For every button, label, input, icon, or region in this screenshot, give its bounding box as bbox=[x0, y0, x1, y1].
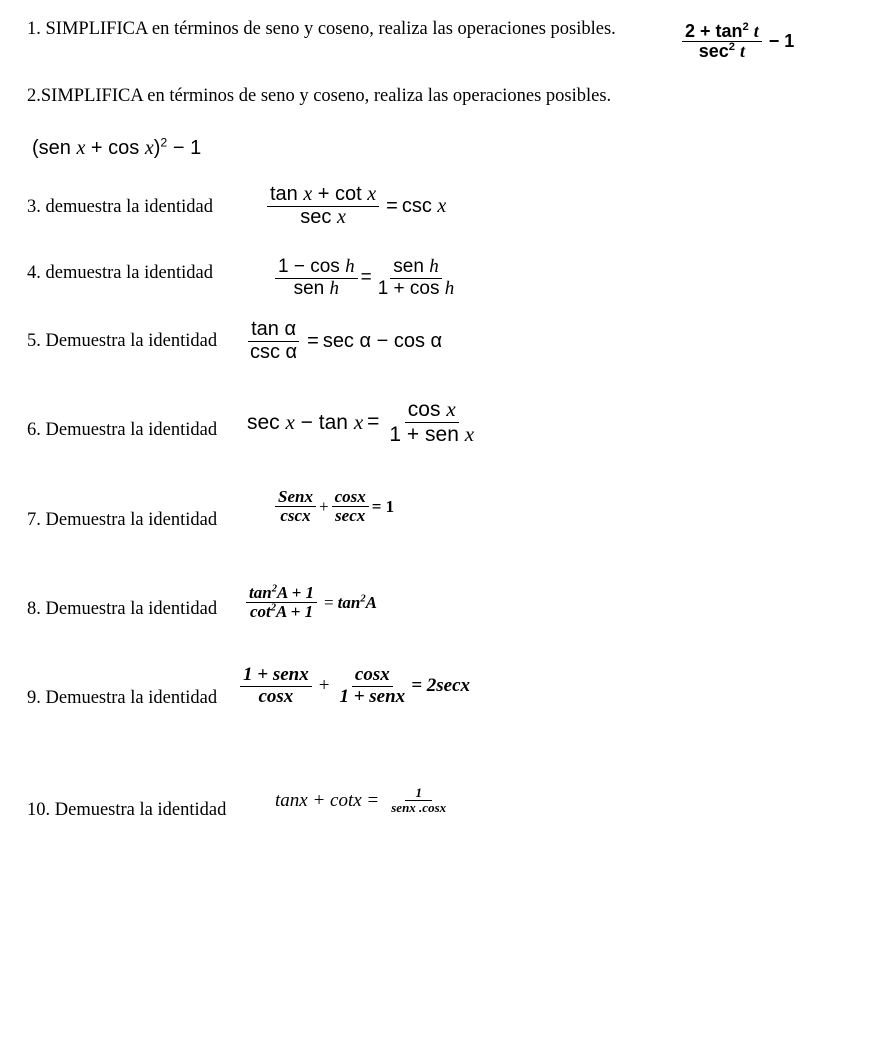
denominator: $\sec^2 t$ bbox=[698, 41, 746, 62]
numerator: 1 + senx bbox=[240, 665, 312, 687]
right-hand-side: sec α − cos α bbox=[322, 329, 443, 352]
numerator: tan α bbox=[248, 319, 299, 342]
equals-sign: = bbox=[360, 267, 372, 289]
denominator: csc α bbox=[250, 340, 298, 363]
numerator: 1 − cos h bbox=[275, 257, 358, 279]
right-hand-side: = 2secx bbox=[411, 675, 471, 697]
denominator: 1 + senx bbox=[339, 685, 406, 707]
left-hand-side: tanx + cotx = bbox=[275, 789, 380, 811]
problem-10-label: 10. Demuestra la identidad bbox=[27, 800, 227, 820]
numerator: sen h bbox=[390, 257, 441, 279]
problem-3-expression bbox=[264, 184, 446, 228]
denominator: $\cot^2A + 1$ bbox=[249, 602, 314, 622]
problem-4-label: 4. demuestra la identidad bbox=[27, 263, 213, 283]
problem-6-expression bbox=[247, 398, 480, 446]
equals-one: = 1 bbox=[371, 496, 395, 516]
right-hand-side: csc x bbox=[401, 194, 447, 217]
problem-7-expression bbox=[272, 488, 394, 526]
numerator: cosx bbox=[352, 665, 393, 687]
left-hand-side: sec x − tan x bbox=[247, 409, 364, 434]
problem-5-expression bbox=[244, 319, 442, 363]
right-fraction bbox=[375, 257, 458, 299]
numerator: cos x bbox=[405, 398, 459, 423]
problem-2-expression: (sen x + cos x)$^2$ − 1 bbox=[32, 135, 202, 159]
right-hand-side: $\tan^2A$ bbox=[337, 592, 377, 612]
numerator: cosx bbox=[332, 488, 369, 507]
numerator: Senx bbox=[275, 488, 316, 507]
plus-sign: + bbox=[318, 496, 329, 516]
problem-5-label: 5. Demuestra la identidad bbox=[27, 331, 218, 351]
problem-9-label: 9. Demuestra la identidad bbox=[27, 688, 218, 708]
fraction bbox=[246, 584, 317, 622]
first-fraction bbox=[240, 665, 312, 707]
numerator: tan x + cot x bbox=[267, 184, 379, 207]
plus-sign: + bbox=[318, 675, 330, 697]
second-fraction bbox=[332, 488, 369, 526]
problem-2-label: 2.SIMPLIFICA en términos de seno y coseno, realiza las operaciones posibles. bbox=[27, 86, 612, 106]
equals-sign: = bbox=[386, 194, 398, 217]
denominator: senx .cosx bbox=[391, 800, 447, 816]
problem-8-expression bbox=[243, 584, 377, 622]
equals-sign: = bbox=[324, 592, 334, 612]
left-fraction bbox=[275, 257, 358, 299]
equals-sign: = bbox=[307, 329, 319, 352]
problem-3-label: 3. demuestra la identidad bbox=[27, 197, 213, 217]
expression-tail: − 1 bbox=[768, 31, 795, 52]
denominator: sen h bbox=[293, 277, 339, 299]
fraction bbox=[388, 786, 449, 815]
denominator: 1 + sen x bbox=[389, 421, 475, 446]
problem-8-label: 8. Demuestra la identidad bbox=[27, 599, 218, 619]
problem-1-label: 1. SIMPLIFICA en términos de seno y coseno, realiza las operaciones posibles. bbox=[27, 19, 616, 39]
problem-7-label: 7. Demuestra la identidad bbox=[27, 510, 218, 530]
denominator: cscx bbox=[280, 506, 311, 526]
denominator: sec x bbox=[300, 205, 346, 228]
numerator: $2 + \tan^2 t$ bbox=[682, 22, 762, 42]
denominator: cosx bbox=[258, 685, 294, 707]
denominator: 1 + cos h bbox=[377, 277, 455, 299]
fraction bbox=[386, 398, 477, 446]
denominator: secx bbox=[335, 506, 366, 526]
problem-4-expression bbox=[272, 257, 460, 299]
problem-1-expression bbox=[679, 22, 798, 62]
fraction bbox=[267, 184, 379, 228]
problem-6-label: 6. Demuestra la identidad bbox=[27, 420, 218, 440]
problem-10-expression bbox=[275, 786, 452, 815]
equals-sign: = bbox=[367, 410, 380, 434]
numerator: $\tan^2A + 1$ bbox=[246, 584, 317, 603]
fraction bbox=[247, 319, 300, 363]
second-fraction bbox=[336, 665, 408, 707]
problem-9-expression bbox=[237, 665, 470, 707]
numerator: 1 bbox=[405, 786, 432, 801]
first-fraction bbox=[275, 488, 316, 526]
fraction bbox=[682, 22, 762, 62]
